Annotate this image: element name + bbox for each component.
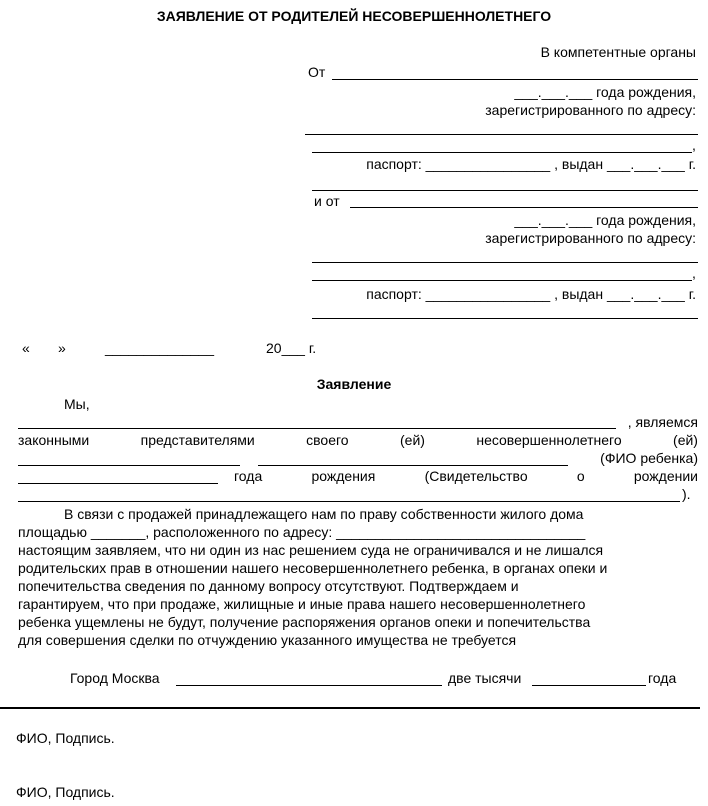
date-quote-close: » xyxy=(58,340,66,356)
address-line-1a xyxy=(305,134,698,135)
address-line-1b xyxy=(312,152,692,153)
birth-date-line-2: ___.___.___ года рождения, xyxy=(514,212,696,228)
from-name-line xyxy=(332,79,698,80)
child-birth-line xyxy=(18,483,218,484)
and-from-name-line xyxy=(350,207,698,208)
word: несовершеннолетнего xyxy=(476,432,622,448)
word: (Свидетельство xyxy=(424,468,528,484)
word: своего xyxy=(306,432,349,448)
word: законными xyxy=(18,432,90,448)
body-line-1: В связи с продажей принадлежащего нам по праву собственности жилого дома xyxy=(64,506,584,522)
word: рождении xyxy=(633,468,698,484)
child-name-line-b xyxy=(258,465,568,466)
signature-1: ФИО, Подпись. xyxy=(16,730,115,746)
word: (ей) xyxy=(400,432,425,448)
we-are-label: , являемся xyxy=(627,414,698,430)
date-quote-open: « xyxy=(22,340,30,356)
and-from-label: и от xyxy=(314,193,340,209)
registered-label-2: зарегистрированного по адресу: xyxy=(485,230,696,246)
city-label: Город Москва xyxy=(70,670,160,686)
recipient: В компетентные органы xyxy=(540,44,696,60)
child-name-line-a xyxy=(18,465,240,466)
date-month-blank: ______________ xyxy=(105,340,215,356)
birth-cert-line-blank xyxy=(18,501,680,502)
child-fio-label: (ФИО ребенка) xyxy=(600,450,698,466)
divider xyxy=(0,707,700,709)
section-title: Заявление xyxy=(316,376,392,392)
we-label: Мы, xyxy=(64,396,90,412)
birth-date-line-1: ___.___.___ года рождения, xyxy=(514,84,696,100)
address-line-2a xyxy=(312,262,698,263)
word: о xyxy=(576,468,585,484)
body-line-2: площадью _______, расположенного по адресу: ________________________________ xyxy=(18,524,586,540)
document-title: ЗАЯВЛЕНИЕ ОТ РОДИТЕЛЕЙ НЕСОВЕРШЕННОЛЕТНЕГО xyxy=(156,8,552,24)
passport-line-2: паспорт: ________________ , выдан ___.___.___ г. xyxy=(366,286,696,302)
parents-names-line xyxy=(18,428,616,429)
body-line-3: настоящим заявляем, что ни один из нас решением суда не ограничивался и не лишался xyxy=(18,542,604,558)
word: (ей) xyxy=(673,432,698,448)
close-paren: ). xyxy=(682,486,691,502)
from-label: От xyxy=(308,64,326,80)
word: рождения xyxy=(311,468,376,484)
body-line-8: для совершения сделки по отчуждению указанного имущества не требуется xyxy=(18,632,517,648)
body-line-5: попечительства сведения по данному вопросу отсутствуют. Подтверждаем и xyxy=(18,578,519,594)
passport-issued-line-2 xyxy=(312,318,698,319)
body-line-4: родительских прав в отношении нашего несовершеннолетнего ребенка, в органах опеки и xyxy=(18,560,608,576)
thousand-label: две тысячи xyxy=(448,670,522,686)
address-comma-1: , xyxy=(692,137,696,153)
body-line-6: гарантируем, что при продаже, жилищные и иные права нашего несовершеннолетнего xyxy=(18,596,586,612)
date-year: 20___ г. xyxy=(266,340,317,356)
word: года xyxy=(234,468,263,484)
address-line-2b xyxy=(312,280,692,281)
birth-cert-line xyxy=(234,468,698,484)
body-line-7: ребенка ущемлены не будут, получение распоряжения органов опеки и попечительства xyxy=(18,614,591,630)
year-word: года xyxy=(648,670,677,686)
year-line xyxy=(532,685,646,686)
signature-2: ФИО, Подпись. xyxy=(16,784,115,800)
passport-line-1: паспорт: ________________ , выдан ___.___.___ г. xyxy=(366,156,696,172)
city-date-line xyxy=(176,685,442,686)
word: представителями xyxy=(140,432,255,448)
registered-label-1: зарегистрированного по адресу: xyxy=(485,102,696,118)
passport-issued-line-1 xyxy=(312,190,698,191)
legal-reps-line xyxy=(18,432,698,448)
address-comma-2: , xyxy=(692,265,696,281)
